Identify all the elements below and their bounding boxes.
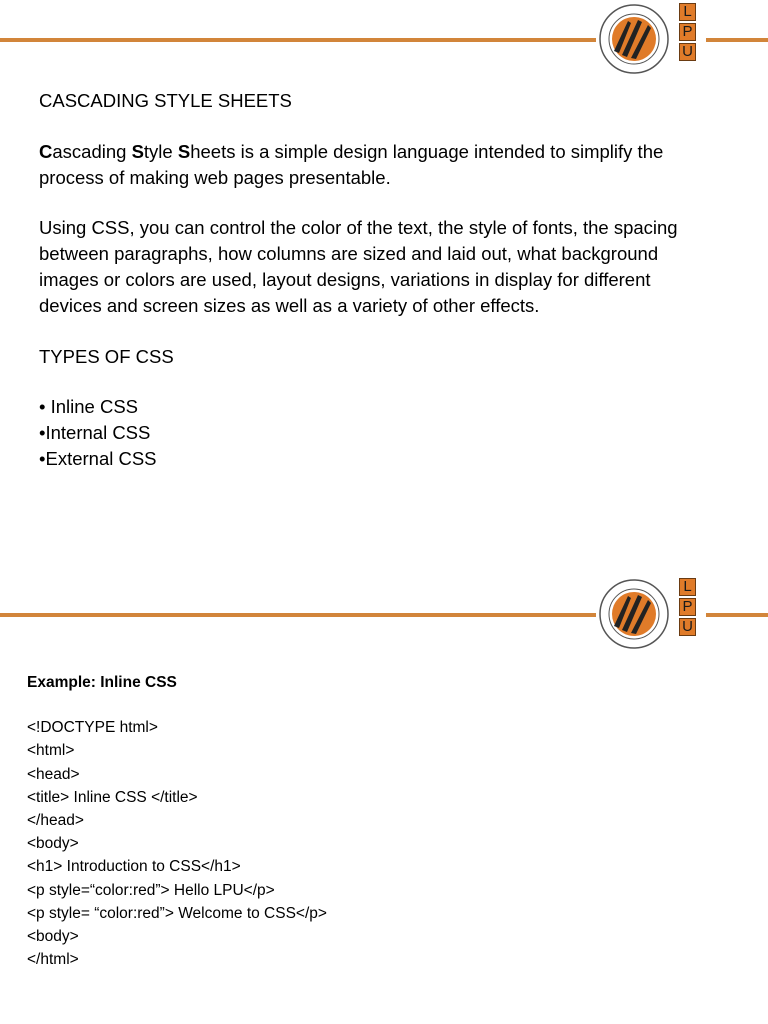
code-line: <title> Inline CSS </title> (27, 788, 198, 806)
lpu-letter-u: U (679, 618, 696, 636)
code-line: <!DOCTYPE html> (27, 719, 158, 737)
list-item-internal-css: •Internal CSS (39, 422, 151, 444)
intro-part-1: ascading (52, 140, 132, 162)
initial-c: C (39, 140, 53, 162)
initial-sh: S (177, 140, 191, 162)
description-paragraph: Using CSS, you can control the color of the text, the style of fonts, the spacing between paragraphs, how columns are sized and laid out, what background images or colors are used, layout designs, variations in display for different devices and screen sizes as well as a variety of other effects. (39, 217, 678, 316)
example-title: Example: Inline CSS (27, 674, 177, 691)
header-divider-left-2 (0, 613, 596, 617)
code-line: </html> (27, 951, 79, 969)
code-line: <p style=“color:red”> Hello LPU</p> (27, 881, 275, 899)
code-line: </head> (27, 812, 84, 830)
code-line: <body> (27, 928, 79, 946)
code-line: <body> (27, 835, 79, 853)
lpu-logo-2 (598, 578, 728, 650)
list-item-inline-css: • Inline CSS (39, 396, 139, 418)
slide2-content (27, 671, 727, 971)
university-seal-icon (598, 578, 670, 650)
code-line: <html> (27, 742, 75, 760)
types-heading: TYPES OF CSS (39, 345, 174, 367)
intro-paragraph (39, 139, 699, 191)
code-line: <h1> Introduction to CSS</h1> (27, 858, 241, 876)
lpu-letter-l: L (679, 3, 696, 21)
lpu-letter-p: P (679, 23, 696, 41)
lpu-letter-p: P (679, 598, 696, 616)
lpu-letter-u: U (679, 43, 696, 61)
intro-part-2: tyle (143, 140, 178, 162)
lpu-letters-2 (679, 578, 696, 636)
intro-part-3: heets is a simple design language intended to simplify the process of making web pages presentable. (39, 140, 664, 188)
lpu-letters (679, 3, 696, 61)
slide-heading: CASCADING STYLE SHEETS (39, 90, 292, 111)
header-divider-left (0, 38, 596, 42)
initial-s: S (131, 140, 144, 162)
lpu-letter-l: L (679, 578, 696, 596)
lpu-logo (598, 3, 728, 75)
code-block (27, 716, 727, 971)
university-seal-icon (598, 3, 670, 75)
list-item-external-css: •External CSS (39, 447, 157, 469)
code-line: <p style= “color:red”> Welcome to CSS</p> (27, 904, 327, 922)
code-line: <head> (27, 765, 80, 783)
slide1-content (39, 88, 699, 472)
